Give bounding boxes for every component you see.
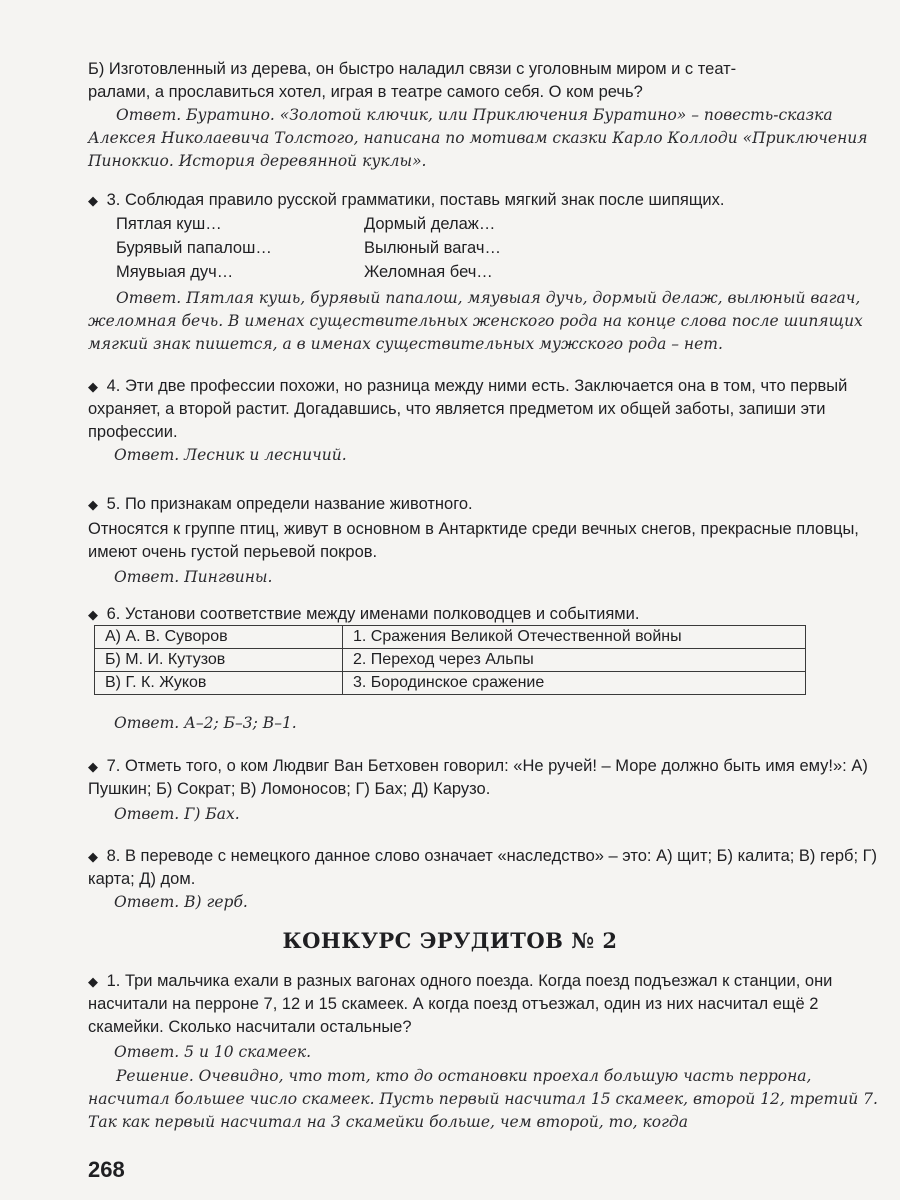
question-8 <box>88 845 886 891</box>
table-cell: А) А. В. Суворов <box>95 626 343 649</box>
question-6-text: 6. Установи соответствие между именами полководцев и событиями. <box>106 605 640 623</box>
answer-4: Ответ. Лесник и лесничий. <box>114 446 347 464</box>
bullet-diamond-icon: ◆ <box>88 849 98 864</box>
table-cell: 1. Сражения Великой Отечественной войны <box>343 626 806 649</box>
question-4 <box>88 375 886 444</box>
bullet-diamond-icon: ◆ <box>88 607 98 622</box>
contest2-question-1 <box>88 970 886 1039</box>
question-b-line1: Б) Изготовленный из дерева, он быстро наладил связи с уголовным миром и с теат- <box>88 60 737 78</box>
contest2-solution-1: Решение. Очевидно, что тот, кто до остановки проехал большую часть перрона, насчитал большее число скамеек. Пусть первый насчитал 15 скамеек, второй 12, третий 7. Так как первый насчитал на 3 скамейки больше, чем второй, то, когда <box>88 1067 878 1131</box>
page-number: 268 <box>88 1157 125 1182</box>
answer-7: Ответ. Г) Бах. <box>114 805 240 823</box>
table-cell: В) Г. К. Жуков <box>95 672 343 695</box>
bullet-diamond-icon: ◆ <box>88 379 98 394</box>
word-cell: Бурявый папалош… <box>116 239 272 257</box>
bullet-diamond-icon: ◆ <box>88 974 98 989</box>
word-cell: Дормый делаж… <box>364 215 496 233</box>
question-b-line2: ралами, а прославиться хотел, играя в театре самого себя. О ком речь? <box>88 83 643 101</box>
question-8-text: 8. В переводе с немецкого данное слово означает «наследство» – это: А) щит; Б) калита; В) герб; Г) карта; Д) дом. <box>88 847 878 888</box>
table-row <box>95 672 806 695</box>
matching-table <box>94 625 806 695</box>
question-4-text: 4. Эти две профессии похожи, но разница между ними есть. Заключается она в том, что первый охраняет, а второй растит. Догадавшись, что является предметом их общей заботы, запиши эти профессии. <box>88 377 848 441</box>
word-row-2 <box>116 237 616 260</box>
contest2-question-1-text: 1. Три мальчика ехали в разных вагонах одного поезда. Когда поезд подъезжал к станции, они насчитали на перроне 7, 12 и 15 скамеек. А когда поезд отъезжал, один из них насчитал ещё 2 скамейки. Сколько насчитали остальные? <box>88 972 833 1036</box>
word-row-1 <box>116 213 616 236</box>
question-6 <box>88 603 886 626</box>
question-5 <box>88 493 886 516</box>
table-cell: 3. Бородинское сражение <box>343 672 806 695</box>
bullet-diamond-icon: ◆ <box>88 193 98 208</box>
bullet-diamond-icon: ◆ <box>88 497 98 512</box>
word-cell: Пятлая куш… <box>116 215 222 233</box>
table-row <box>95 649 806 672</box>
question-5-text: 5. По признакам определи название животного. <box>106 495 473 513</box>
answer-5: Ответ. Пингвины. <box>114 568 273 586</box>
section-title: КОНКУРС ЭРУДИТОВ № 2 <box>282 928 618 953</box>
question-3 <box>88 189 886 212</box>
question-7 <box>88 755 886 801</box>
bullet-diamond-icon: ◆ <box>88 759 98 774</box>
answer-3: Ответ. Пятлая кушь, бурявый папалош, мяувыая дучь, дормый делаж, вылюный вагач, желомная бечь. В именах существительных женского рода на конце слова после шипящих мягкий знак пишется, а в именах существительных мужского рода – нет. <box>88 289 863 353</box>
contest2-answer-1: Ответ. 5 и 10 скамеек. <box>114 1043 312 1061</box>
word-row-3 <box>116 261 616 284</box>
word-cell: Вылюный вагач… <box>364 239 501 257</box>
question-3-text: 3. Соблюдая правило русской грамматики, поставь мягкий знак после шипящих. <box>106 191 725 209</box>
question-5-description: Относятся к группе птиц, живут в основном в Антарктиде среди вечных снегов, прекрасные пловцы, имеют очень густой перьевой покров. <box>88 520 859 561</box>
table-row <box>95 626 806 649</box>
answer-b: Ответ. Буратино. «Золотой ключик, или Приключения Буратино» – повесть-сказка Алексея Николаевича Толстого, написана по мотивам сказки Карло Коллоди «Приключения Пиноккио. История деревянной куклы». <box>88 106 868 170</box>
table-cell: Б) М. И. Кутузов <box>95 649 343 672</box>
question-b <box>88 58 886 104</box>
answer-8: Ответ. В) герб. <box>114 893 248 911</box>
word-cell: Желомная беч… <box>364 263 493 281</box>
answer-6: Ответ. А–2; Б–3; В–1. <box>114 714 297 732</box>
question-7-text: 7. Отметь того, о ком Людвиг Ван Бетховен говорил: «Не ручей! – Море должно быть имя ему!»: А) Пушкин; Б) Сократ; В) Ломоносов; Г) Бах; Д) Карузо. <box>88 757 868 798</box>
word-cell: Мяувыая дуч… <box>116 263 234 281</box>
table-cell: 2. Переход через Альпы <box>343 649 806 672</box>
